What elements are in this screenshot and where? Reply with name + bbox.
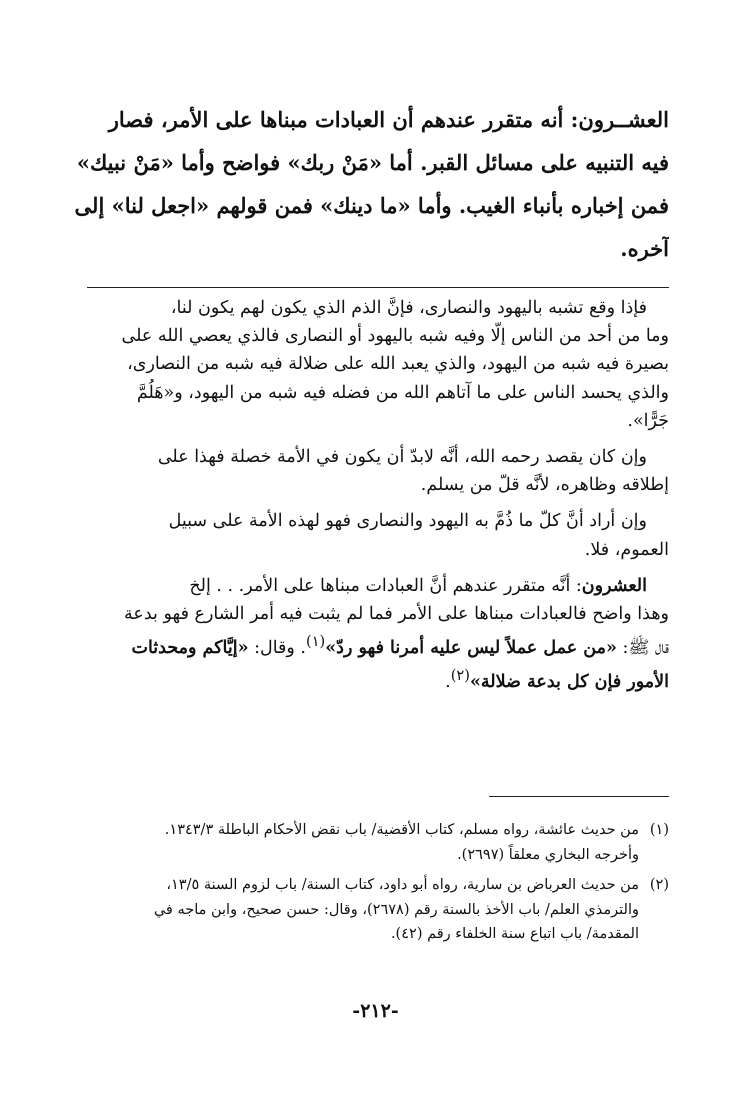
footnote-text: من حديث العرباض بن سارية، رواه أبو داود، كتاب السنة/ باب لزوم السنة ١٣/٥، bbox=[166, 877, 639, 893]
footnote-line: والترمذي العلم/ باب الأخذ بالسنة رقم (٢٦٧٨)، وقال: حسن صحيح، وابن ماجه في bbox=[153, 901, 639, 918]
matn-separator-rule bbox=[87, 287, 669, 288]
footnote bbox=[73, 873, 669, 947]
commentary-line: فإذا وقع تشبه باليهود والنصارى، فإنَّ الذم الذي يكون لهم يكون لنا، bbox=[170, 298, 647, 318]
commentary-line bbox=[73, 662, 669, 696]
hadith-quote: «من عمل عملاً ليس عليه أمرنا فهو ردّ» bbox=[325, 638, 617, 659]
footnote-text: من حديث عائشة، رواه مسلم، كتاب الأقضية/ باب نقض الأحكام الباطلة ١٣٤٣/٣. bbox=[164, 822, 639, 838]
matn-line: فيه التنبيه على مسائل القبر. أما «مَنْ ربك» فواضح وأما «مَنْ نبيك» bbox=[76, 150, 669, 175]
footnote-line bbox=[73, 873, 669, 898]
commentary-line: إطلاقه وظاهره، لأنَّه قلّ من يسلم. bbox=[420, 475, 669, 496]
commentary-line bbox=[73, 628, 669, 662]
footnote-number: (١) bbox=[649, 822, 669, 838]
commentary-text: قال ﷺ: bbox=[616, 638, 669, 659]
commentary-text: . bbox=[445, 672, 451, 693]
commentary-line bbox=[73, 572, 669, 600]
matn-line: آخره. bbox=[620, 236, 669, 261]
commentary-line: والذي يحسد الناس على ما آتاهم الله من فضله فيه شبه من اليهود، و«هَلُمَّ bbox=[136, 382, 669, 403]
hadith-quote: «إيَّاكم ومحدثات bbox=[131, 638, 249, 659]
paragraph-gap bbox=[73, 499, 669, 507]
footnote-ref: (١) bbox=[306, 633, 326, 651]
commentary-block bbox=[73, 294, 669, 696]
commentary-line: جَرًّا». bbox=[627, 410, 669, 431]
commentary-line: وهذا واضح فالعبادات مبناها على الأمر فما لم يثبت فيه أمر الشارع فهو بدعة bbox=[124, 604, 669, 625]
paragraph-gap bbox=[73, 564, 669, 572]
page-number: -٢١٢- bbox=[352, 1000, 399, 1022]
footnote-number: (٢) bbox=[649, 877, 669, 893]
footnote-line: وأخرجه البخاري معلقاً (٢٦٩٧). bbox=[457, 846, 639, 863]
commentary-line: بصيرة فيه شبه من اليهود، والذي يعبد الله على ضلالة فيه شبه من النصارى، bbox=[127, 354, 669, 375]
footnote-separator-rule bbox=[489, 796, 669, 797]
footnote bbox=[73, 818, 669, 867]
footnotes-block bbox=[73, 818, 669, 953]
matn-text-block bbox=[75, 98, 669, 270]
commentary-text: : أنَّه متقرر عندهم أنَّ العبادات مبناها على الأمر. . . إلخ bbox=[189, 575, 582, 596]
commentary-line: وما من أحد من الناس إلّا وفيه شبه باليهود أو النصارى فالذي يعصي الله على bbox=[121, 326, 669, 347]
footnote-ref: (٢) bbox=[450, 667, 470, 685]
commentary-line: العموم، فلا. bbox=[584, 539, 669, 560]
matn-line: فمن إخباره بأنباء الغيب. وأما «ما دينك» فمن قولهم «اجعل لنا» إلى bbox=[75, 193, 669, 218]
hadith-quote: الأمور فإن كل بدعة ضلالة» bbox=[469, 672, 669, 693]
commentary-heading: العشرون bbox=[581, 575, 647, 596]
commentary-text: . وقال: bbox=[248, 638, 306, 659]
footnote-line bbox=[73, 818, 669, 843]
paragraph-gap bbox=[73, 435, 669, 443]
commentary-line: وإن أراد أنَّ كلّ ما ذُمَّ به اليهود والنصارى فهو لهذه الأمة على سبيل bbox=[168, 511, 647, 532]
matn-line: العشــرون: أنه متقرر عندهم أن العبادات مبناها على الأمر، فصار bbox=[108, 107, 669, 132]
commentary-line: وإن كان يقصد رحمه الله، أنَّه لابدّ أن يكون في الأمة خصلة فهذا على bbox=[157, 447, 647, 468]
footnote-line: المقدمة/ باب اتباع سنة الخلفاء رقم (٤٢). bbox=[390, 926, 639, 942]
